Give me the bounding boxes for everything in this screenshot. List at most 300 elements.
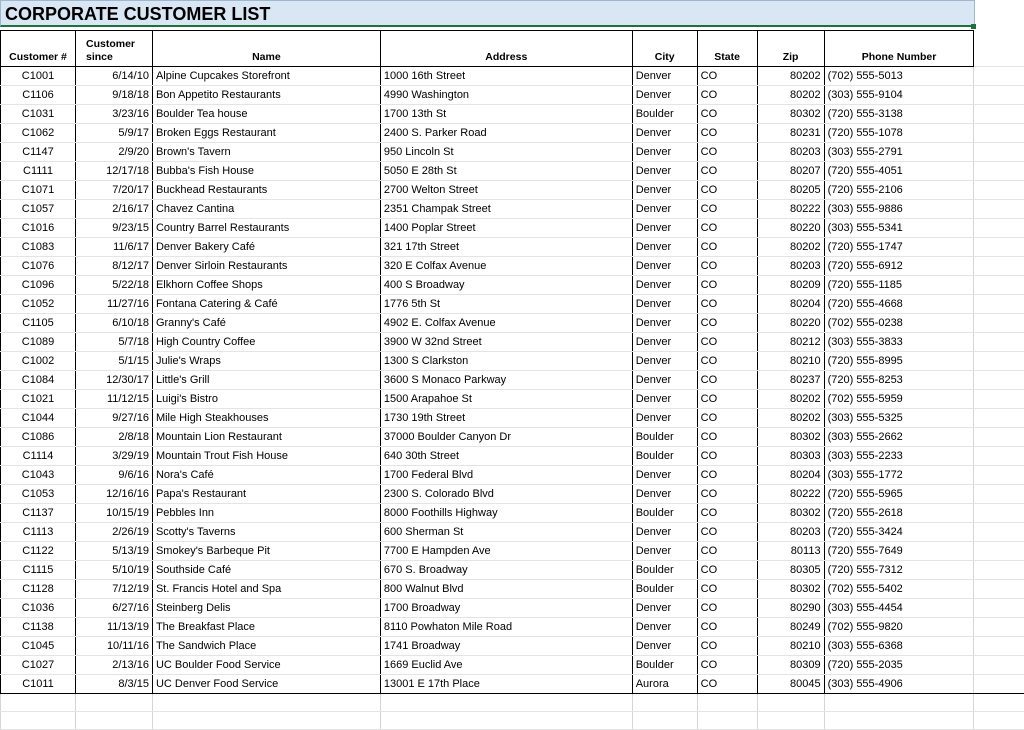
phone-cell[interactable]: (720) 555-8253 [824, 371, 974, 390]
zip-cell[interactable]: 80202 [757, 67, 824, 86]
phone-cell[interactable]: (720) 555-1078 [824, 124, 974, 143]
customer-since-cell[interactable]: 11/12/15 [75, 390, 152, 409]
zip-cell[interactable]: 80237 [757, 371, 824, 390]
customer-name-cell[interactable]: Bubba's Fish House [152, 162, 380, 181]
zip-cell[interactable]: 80290 [757, 599, 824, 618]
address-cell[interactable]: 600 Sherman St [380, 523, 632, 542]
customer-number-cell[interactable]: C1031 [1, 105, 76, 124]
empty-cell[interactable] [380, 694, 632, 712]
zip-cell[interactable]: 80249 [757, 618, 824, 637]
customer-name-cell[interactable]: Southside Café [152, 561, 380, 580]
customer-since-cell[interactable]: 2/13/16 [75, 656, 152, 675]
customer-since-cell[interactable]: 9/27/16 [75, 409, 152, 428]
city-cell[interactable]: Denver [632, 371, 697, 390]
header-phone[interactable]: Phone Number [824, 31, 974, 67]
city-cell[interactable]: Denver [632, 143, 697, 162]
customer-number-cell[interactable]: C1045 [1, 637, 76, 656]
customer-number-cell[interactable]: C1111 [1, 162, 76, 181]
title-cell[interactable] [0, 0, 975, 27]
address-cell[interactable]: 4990 Washington [380, 86, 632, 105]
city-cell[interactable]: Denver [632, 86, 697, 105]
zip-cell[interactable]: 80222 [757, 200, 824, 219]
customer-number-cell[interactable]: C1089 [1, 333, 76, 352]
state-cell[interactable]: CO [697, 257, 757, 276]
empty-cell[interactable] [974, 712, 1024, 730]
zip-cell[interactable]: 80203 [757, 257, 824, 276]
address-cell[interactable]: 320 E Colfax Avenue [380, 257, 632, 276]
state-cell[interactable]: CO [697, 143, 757, 162]
empty-cell[interactable] [75, 712, 152, 730]
customer-number-cell[interactable]: C1115 [1, 561, 76, 580]
zip-cell[interactable]: 80212 [757, 333, 824, 352]
phone-cell[interactable]: (303) 555-6368 [824, 637, 974, 656]
customer-since-cell[interactable]: 6/14/10 [75, 67, 152, 86]
customer-number-cell[interactable]: C1062 [1, 124, 76, 143]
city-cell[interactable]: Denver [632, 542, 697, 561]
city-cell[interactable]: Denver [632, 219, 697, 238]
customer-since-cell[interactable]: 12/16/16 [75, 485, 152, 504]
customer-since-cell[interactable]: 3/23/16 [75, 105, 152, 124]
customer-name-cell[interactable]: Nora's Café [152, 466, 380, 485]
city-cell[interactable]: Denver [632, 295, 697, 314]
empty-cell[interactable] [632, 694, 697, 712]
phone-cell[interactable]: (303) 555-2662 [824, 428, 974, 447]
phone-cell[interactable]: (303) 555-4454 [824, 599, 974, 618]
customer-name-cell[interactable]: Country Barrel Restaurants [152, 219, 380, 238]
address-cell[interactable]: 1700 13th St [380, 105, 632, 124]
empty-cell[interactable] [974, 276, 1024, 295]
address-cell[interactable]: 1300 S Clarkston [380, 352, 632, 371]
phone-cell[interactable]: (303) 555-5325 [824, 409, 974, 428]
city-cell[interactable]: Denver [632, 466, 697, 485]
customer-since-cell[interactable]: 2/8/18 [75, 428, 152, 447]
state-cell[interactable]: CO [697, 523, 757, 542]
address-cell[interactable]: 3600 S Monaco Parkway [380, 371, 632, 390]
state-cell[interactable]: CO [697, 580, 757, 599]
empty-cell[interactable] [152, 712, 380, 730]
city-cell[interactable]: Denver [632, 200, 697, 219]
city-cell[interactable]: Boulder [632, 447, 697, 466]
city-cell[interactable]: Boulder [632, 504, 697, 523]
customer-name-cell[interactable]: Denver Sirloin Restaurants [152, 257, 380, 276]
customer-name-cell[interactable]: Brown's Tavern [152, 143, 380, 162]
address-cell[interactable]: 1500 Arapahoe St [380, 390, 632, 409]
empty-cell[interactable] [974, 637, 1024, 656]
state-cell[interactable]: CO [697, 276, 757, 295]
address-cell[interactable]: 5050 E 28th St [380, 162, 632, 181]
customer-since-cell[interactable]: 5/13/19 [75, 542, 152, 561]
state-cell[interactable]: CO [697, 637, 757, 656]
phone-cell[interactable]: (720) 555-2618 [824, 504, 974, 523]
customer-number-cell[interactable]: C1105 [1, 314, 76, 333]
customer-name-cell[interactable]: The Breakfast Place [152, 618, 380, 637]
header-state[interactable]: State [697, 31, 757, 67]
customer-name-cell[interactable]: Alpine Cupcakes Storefront [152, 67, 380, 86]
city-cell[interactable]: Denver [632, 276, 697, 295]
phone-cell[interactable]: (720) 555-3424 [824, 523, 974, 542]
phone-cell[interactable]: (702) 555-0238 [824, 314, 974, 333]
phone-cell[interactable]: (720) 555-1747 [824, 238, 974, 257]
state-cell[interactable]: CO [697, 371, 757, 390]
address-cell[interactable]: 7700 E Hampden Ave [380, 542, 632, 561]
zip-cell[interactable]: 80202 [757, 390, 824, 409]
address-cell[interactable]: 13001 E 17th Place [380, 675, 632, 694]
zip-cell[interactable]: 80302 [757, 504, 824, 523]
state-cell[interactable]: CO [697, 409, 757, 428]
customer-name-cell[interactable]: Boulder Tea house [152, 105, 380, 124]
customer-name-cell[interactable]: Papa's Restaurant [152, 485, 380, 504]
state-cell[interactable]: CO [697, 162, 757, 181]
customer-name-cell[interactable]: Denver Bakery Café [152, 238, 380, 257]
customer-since-cell[interactable]: 11/27/16 [75, 295, 152, 314]
zip-cell[interactable]: 80303 [757, 447, 824, 466]
customer-number-cell[interactable]: C1027 [1, 656, 76, 675]
address-cell[interactable]: 1400 Poplar Street [380, 219, 632, 238]
city-cell[interactable]: Boulder [632, 105, 697, 124]
address-cell[interactable]: 2300 S. Colorado Blvd [380, 485, 632, 504]
customer-name-cell[interactable]: Julie's Wraps [152, 352, 380, 371]
state-cell[interactable]: CO [697, 466, 757, 485]
city-cell[interactable]: Denver [632, 599, 697, 618]
empty-cell[interactable] [974, 466, 1024, 485]
empty-cell[interactable] [974, 561, 1024, 580]
phone-cell[interactable]: (303) 555-4906 [824, 675, 974, 694]
state-cell[interactable]: CO [697, 181, 757, 200]
customer-since-cell[interactable]: 9/6/16 [75, 466, 152, 485]
state-cell[interactable]: CO [697, 447, 757, 466]
phone-cell[interactable]: (720) 555-1185 [824, 276, 974, 295]
address-cell[interactable]: 8110 Powhaton Mile Road [380, 618, 632, 637]
zip-cell[interactable]: 80231 [757, 124, 824, 143]
customer-name-cell[interactable]: Scotty's Taverns [152, 523, 380, 542]
header-zip[interactable]: Zip [757, 31, 824, 67]
zip-cell[interactable]: 80202 [757, 86, 824, 105]
address-cell[interactable]: 1730 19th Street [380, 409, 632, 428]
empty-cell[interactable] [757, 694, 824, 712]
state-cell[interactable]: CO [697, 390, 757, 409]
phone-cell[interactable]: (303) 555-3833 [824, 333, 974, 352]
customer-number-cell[interactable]: C1016 [1, 219, 76, 238]
zip-cell[interactable]: 80113 [757, 542, 824, 561]
city-cell[interactable]: Denver [632, 162, 697, 181]
city-cell[interactable]: Denver [632, 409, 697, 428]
customer-number-cell[interactable]: C1001 [1, 67, 76, 86]
customer-since-cell[interactable]: 10/15/19 [75, 504, 152, 523]
phone-cell[interactable]: (303) 555-2233 [824, 447, 974, 466]
customer-number-cell[interactable]: C1106 [1, 86, 76, 105]
zip-cell[interactable]: 80203 [757, 143, 824, 162]
zip-cell[interactable]: 80207 [757, 162, 824, 181]
phone-cell[interactable]: (720) 555-7649 [824, 542, 974, 561]
empty-cell[interactable] [974, 352, 1024, 371]
empty-cell[interactable] [974, 162, 1024, 181]
customer-number-cell[interactable]: C1096 [1, 276, 76, 295]
phone-cell[interactable]: (720) 555-3138 [824, 105, 974, 124]
empty-cell[interactable] [974, 599, 1024, 618]
empty-cell[interactable] [974, 333, 1024, 352]
customer-since-cell[interactable]: 5/1/15 [75, 352, 152, 371]
address-cell[interactable]: 2700 Welton Street [380, 181, 632, 200]
address-cell[interactable]: 800 Walnut Blvd [380, 580, 632, 599]
state-cell[interactable]: CO [697, 200, 757, 219]
address-cell[interactable]: 670 S. Broadway [380, 561, 632, 580]
customer-since-cell[interactable]: 8/12/17 [75, 257, 152, 276]
empty-cell[interactable] [974, 143, 1024, 162]
city-cell[interactable]: Denver [632, 314, 697, 333]
customer-name-cell[interactable]: High Country Coffee [152, 333, 380, 352]
header-customer-since[interactable] [75, 31, 152, 67]
customer-number-cell[interactable]: C1086 [1, 428, 76, 447]
empty-cell[interactable] [974, 523, 1024, 542]
address-cell[interactable]: 2400 S. Parker Road [380, 124, 632, 143]
customer-name-cell[interactable]: Pebbles Inn [152, 504, 380, 523]
customer-name-cell[interactable]: Luigi's Bistro [152, 390, 380, 409]
address-cell[interactable]: 321 17th Street [380, 238, 632, 257]
empty-cell[interactable] [974, 31, 1024, 67]
header-name[interactable]: Name [152, 31, 380, 67]
city-cell[interactable]: Denver [632, 485, 697, 504]
customer-number-cell[interactable]: C1071 [1, 181, 76, 200]
state-cell[interactable]: CO [697, 352, 757, 371]
customer-since-cell[interactable]: 11/6/17 [75, 238, 152, 257]
zip-cell[interactable]: 80302 [757, 428, 824, 447]
city-cell[interactable]: Denver [632, 67, 697, 86]
customer-number-cell[interactable]: C1113 [1, 523, 76, 542]
state-cell[interactable]: CO [697, 314, 757, 333]
phone-cell[interactable]: (720) 555-2106 [824, 181, 974, 200]
state-cell[interactable]: CO [697, 295, 757, 314]
zip-cell[interactable]: 80202 [757, 238, 824, 257]
zip-cell[interactable]: 80204 [757, 295, 824, 314]
customer-since-cell[interactable]: 2/9/20 [75, 143, 152, 162]
customer-number-cell[interactable]: C1044 [1, 409, 76, 428]
customer-since-cell[interactable]: 2/16/17 [75, 200, 152, 219]
empty-cell[interactable] [824, 712, 974, 730]
empty-cell[interactable] [697, 712, 757, 730]
customer-name-cell[interactable]: St. Francis Hotel and Spa [152, 580, 380, 599]
phone-cell[interactable]: (303) 555-2791 [824, 143, 974, 162]
city-cell[interactable]: Denver [632, 523, 697, 542]
state-cell[interactable]: CO [697, 124, 757, 143]
customer-name-cell[interactable]: Mountain Trout Fish House [152, 447, 380, 466]
state-cell[interactable]: CO [697, 333, 757, 352]
customer-number-cell[interactable]: C1084 [1, 371, 76, 390]
zip-cell[interactable]: 80202 [757, 409, 824, 428]
zip-cell[interactable]: 80203 [757, 523, 824, 542]
city-cell[interactable]: Denver [632, 390, 697, 409]
customer-number-cell[interactable]: C1147 [1, 143, 76, 162]
zip-cell[interactable]: 80309 [757, 656, 824, 675]
customer-since-cell[interactable]: 5/9/17 [75, 124, 152, 143]
customer-name-cell[interactable]: Broken Eggs Restaurant [152, 124, 380, 143]
state-cell[interactable]: CO [697, 105, 757, 124]
state-cell[interactable]: CO [697, 656, 757, 675]
phone-cell[interactable]: (720) 555-4051 [824, 162, 974, 181]
zip-cell[interactable]: 80220 [757, 219, 824, 238]
empty-cell[interactable] [75, 694, 152, 712]
customer-name-cell[interactable]: Granny's Café [152, 314, 380, 333]
customer-number-cell[interactable]: C1052 [1, 295, 76, 314]
city-cell[interactable]: Boulder [632, 561, 697, 580]
empty-cell[interactable] [1, 694, 76, 712]
customer-number-cell[interactable]: C1053 [1, 485, 76, 504]
customer-since-cell[interactable]: 2/26/19 [75, 523, 152, 542]
city-cell[interactable]: Denver [632, 257, 697, 276]
customer-since-cell[interactable]: 6/10/18 [75, 314, 152, 333]
address-cell[interactable]: 950 Lincoln St [380, 143, 632, 162]
customer-name-cell[interactable]: UC Boulder Food Service [152, 656, 380, 675]
state-cell[interactable]: CO [697, 485, 757, 504]
header-address[interactable]: Address [380, 31, 632, 67]
phone-cell[interactable]: (720) 555-8995 [824, 352, 974, 371]
zip-cell[interactable]: 80302 [757, 580, 824, 599]
address-cell[interactable]: 1669 Euclid Ave [380, 656, 632, 675]
phone-cell[interactable]: (303) 555-9104 [824, 86, 974, 105]
address-cell[interactable]: 1741 Broadway [380, 637, 632, 656]
zip-cell[interactable]: 80205 [757, 181, 824, 200]
header-customer-number[interactable]: Customer # [1, 31, 76, 67]
customer-name-cell[interactable]: Buckhead Restaurants [152, 181, 380, 200]
city-cell[interactable]: Denver [632, 333, 697, 352]
state-cell[interactable]: CO [697, 67, 757, 86]
customer-since-cell[interactable]: 11/13/19 [75, 618, 152, 637]
customer-number-cell[interactable]: C1114 [1, 447, 76, 466]
empty-cell[interactable] [974, 694, 1024, 712]
empty-cell[interactable] [757, 712, 824, 730]
empty-cell[interactable] [974, 428, 1024, 447]
empty-cell[interactable] [974, 504, 1024, 523]
state-cell[interactable]: CO [697, 504, 757, 523]
customer-number-cell[interactable]: C1138 [1, 618, 76, 637]
address-cell[interactable]: 8000 Foothills Highway [380, 504, 632, 523]
customer-since-cell[interactable]: 7/20/17 [75, 181, 152, 200]
empty-cell[interactable] [974, 314, 1024, 333]
empty-cell[interactable] [974, 618, 1024, 637]
customer-since-cell[interactable]: 6/27/16 [75, 599, 152, 618]
state-cell[interactable]: CO [697, 542, 757, 561]
customer-number-cell[interactable]: C1083 [1, 238, 76, 257]
customer-number-cell[interactable]: C1057 [1, 200, 76, 219]
phone-cell[interactable]: (303) 555-5341 [824, 219, 974, 238]
address-cell[interactable]: 640 30th Street [380, 447, 632, 466]
customer-since-cell[interactable]: 8/3/15 [75, 675, 152, 694]
state-cell[interactable]: CO [697, 675, 757, 694]
empty-cell[interactable] [974, 200, 1024, 219]
customer-since-cell[interactable]: 10/11/16 [75, 637, 152, 656]
phone-cell[interactable]: (720) 555-7312 [824, 561, 974, 580]
empty-cell[interactable] [974, 485, 1024, 504]
zip-cell[interactable]: 80305 [757, 561, 824, 580]
empty-cell[interactable] [974, 447, 1024, 466]
empty-cell[interactable] [697, 694, 757, 712]
customer-number-cell[interactable]: C1011 [1, 675, 76, 694]
address-cell[interactable]: 4902 E. Colfax Avenue [380, 314, 632, 333]
state-cell[interactable]: CO [697, 86, 757, 105]
address-cell[interactable]: 1700 Broadway [380, 599, 632, 618]
empty-cell[interactable] [1, 712, 76, 730]
customer-number-cell[interactable]: C1021 [1, 390, 76, 409]
zip-cell[interactable]: 80222 [757, 485, 824, 504]
customer-number-cell[interactable]: C1036 [1, 599, 76, 618]
customer-name-cell[interactable]: Chavez Cantina [152, 200, 380, 219]
customer-number-cell[interactable]: C1137 [1, 504, 76, 523]
customer-since-cell[interactable]: 5/7/18 [75, 333, 152, 352]
customer-since-cell[interactable]: 12/30/17 [75, 371, 152, 390]
empty-cell[interactable] [974, 675, 1024, 694]
empty-cell[interactable] [974, 295, 1024, 314]
phone-cell[interactable]: (720) 555-2035 [824, 656, 974, 675]
empty-cell[interactable] [974, 580, 1024, 599]
city-cell[interactable]: Denver [632, 352, 697, 371]
customer-name-cell[interactable]: Little's Grill [152, 371, 380, 390]
customer-name-cell[interactable]: Smokey's Barbeque Pit [152, 542, 380, 561]
phone-cell[interactable]: (720) 555-6912 [824, 257, 974, 276]
empty-cell[interactable] [632, 712, 697, 730]
zip-cell[interactable]: 80210 [757, 637, 824, 656]
city-cell[interactable]: Denver [632, 618, 697, 637]
customer-number-cell[interactable]: C1002 [1, 352, 76, 371]
state-cell[interactable]: CO [697, 219, 757, 238]
empty-cell[interactable] [974, 656, 1024, 675]
state-cell[interactable]: CO [697, 428, 757, 447]
empty-cell[interactable] [974, 390, 1024, 409]
empty-cell[interactable] [824, 694, 974, 712]
address-cell[interactable]: 1700 Federal Blvd [380, 466, 632, 485]
phone-cell[interactable]: (303) 555-1772 [824, 466, 974, 485]
empty-cell[interactable] [974, 124, 1024, 143]
zip-cell[interactable]: 80210 [757, 352, 824, 371]
zip-cell[interactable]: 80045 [757, 675, 824, 694]
customer-name-cell[interactable]: Mountain Lion Restaurant [152, 428, 380, 447]
empty-cell[interactable] [974, 371, 1024, 390]
state-cell[interactable]: CO [697, 238, 757, 257]
empty-cell[interactable] [974, 67, 1024, 86]
phone-cell[interactable]: (720) 555-5965 [824, 485, 974, 504]
empty-cell[interactable] [974, 86, 1024, 105]
empty-cell[interactable] [974, 219, 1024, 238]
phone-cell[interactable]: (702) 555-5402 [824, 580, 974, 599]
empty-cell[interactable] [974, 409, 1024, 428]
empty-cell[interactable] [380, 712, 632, 730]
customer-name-cell[interactable]: Steinberg Delis [152, 599, 380, 618]
zip-cell[interactable]: 80209 [757, 276, 824, 295]
zip-cell[interactable]: 80204 [757, 466, 824, 485]
customer-name-cell[interactable]: Mile High Steakhouses [152, 409, 380, 428]
phone-cell[interactable]: (702) 555-9820 [824, 618, 974, 637]
address-cell[interactable]: 1776 5th St [380, 295, 632, 314]
empty-cell[interactable] [974, 105, 1024, 124]
city-cell[interactable]: Boulder [632, 428, 697, 447]
city-cell[interactable]: Denver [632, 637, 697, 656]
state-cell[interactable]: CO [697, 599, 757, 618]
customer-name-cell[interactable]: The Sandwich Place [152, 637, 380, 656]
state-cell[interactable]: CO [697, 618, 757, 637]
customer-since-cell[interactable]: 9/23/15 [75, 219, 152, 238]
city-cell[interactable]: Denver [632, 238, 697, 257]
customer-since-cell[interactable]: 3/29/19 [75, 447, 152, 466]
fill-handle[interactable] [971, 24, 976, 29]
customer-since-cell[interactable]: 12/17/18 [75, 162, 152, 181]
customer-since-cell[interactable]: 5/22/18 [75, 276, 152, 295]
address-cell[interactable]: 400 S Broadway [380, 276, 632, 295]
customer-number-cell[interactable]: C1076 [1, 257, 76, 276]
customer-name-cell[interactable]: UC Denver Food Service [152, 675, 380, 694]
phone-cell[interactable]: (720) 555-4668 [824, 295, 974, 314]
empty-cell[interactable] [974, 238, 1024, 257]
empty-cell[interactable] [152, 694, 380, 712]
address-cell[interactable]: 3900 W 32nd Street [380, 333, 632, 352]
customer-since-cell[interactable]: 5/10/19 [75, 561, 152, 580]
